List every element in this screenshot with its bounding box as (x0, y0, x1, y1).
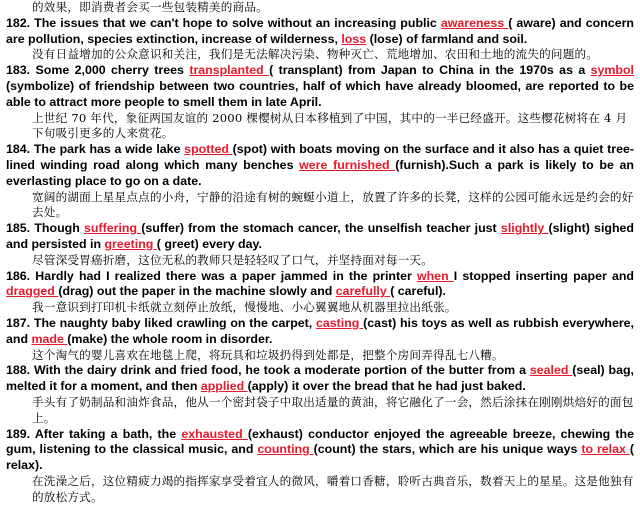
exercise-item (6, 63, 634, 142)
answer-fill: spotted (184, 142, 233, 157)
chinese-translation: 没有日益增加的公众意识和关注，我们是无法解决污染、物种灭亡、荒地增加、农田和土地的流失的问题的。 (32, 47, 599, 62)
sentence-text: (spot) with boats moving on the surface and it also has a quiet tree-lined winding road along which many benches (6, 142, 634, 172)
answer-fill: to relax (581, 442, 630, 457)
exercise-item (6, 16, 634, 63)
chinese-translation: 尽管深受胃癌折磨，这位无私的教师只是轻轻叹了口气，并坚持面对每一天。 (32, 252, 433, 267)
sentence-text: (lose) of farmland and soil. (366, 31, 528, 46)
sentence-text: (slight) sighed and persisted in (6, 221, 634, 251)
exercise-item (6, 363, 634, 426)
sentence-text: ( relax). (6, 442, 634, 473)
chinese-translation: 宽阔的湖面上星星点点的小舟，宁静的沿途有树的蜿蜒小道上，放置了许多的长凳，这样的公园可能永远是约会的好去处。 (32, 189, 634, 220)
english-sentence (6, 427, 634, 474)
sentence-text: (count) the stars, which are his unique ways (313, 442, 582, 457)
sentence-text: (make) the whole room in disorder. (67, 331, 273, 346)
item-number: 182. (6, 15, 31, 30)
chinese-translation: 在洗澡之后，这位精疲力竭的指挥家享受着宜人的微风，嚼着口香糖，聆听古典音乐，数着天上的星星。这是他独有的放松方式。 (32, 473, 634, 504)
item-number: 185. (6, 221, 31, 236)
item-number: 183. (6, 63, 31, 78)
exercise-list (6, 16, 634, 506)
sentence-text: (exhaust) conductor enjoyed the agreeable breeze, chewing the gum, listening to the classical music, and (6, 426, 635, 457)
answer-fill: loss (341, 31, 367, 46)
sentence-text: (apply) it over the bread that he had just baked. (247, 379, 526, 394)
sentence-text: With the dairy drink and fried food, he took a moderate portion of the butter from a (30, 363, 530, 378)
sentence-text: The park has a wide lake (30, 142, 185, 157)
answer-fill: were furnished (299, 157, 396, 172)
english-sentence (6, 363, 634, 395)
item-number: 189. (6, 426, 31, 441)
english-sentence (6, 63, 634, 110)
answer-fill: suffering (84, 221, 142, 236)
sentence-text: ( aware) and concern are pollution, species extinction, increase of wilderness, (6, 15, 634, 46)
sentence-text: Hardly had I realized there was a paper jammed in the printer (30, 268, 417, 283)
answer-fill: carefully (335, 284, 391, 299)
exercise-item (6, 427, 634, 506)
chinese-translation: 这个淘气的婴儿喜欢在地毯上爬，将玩具和垃圾扔得到处都是，把整个房间弄得乱七八糟。 (32, 347, 504, 362)
sentence-text: (symbolize) of friendship between two countries, half of which have already bloomed, are reported to be able to attract more people to smell them in late April. (6, 78, 634, 109)
sentence-text: ( transplant) from Japan to China in the 1970s as a (269, 63, 591, 78)
chinese-translation: 上世纪 70 年代，象征两国友谊的 2000 棵樱树从日本移植到了中国，其中的一半已经盛开。这些樱花树将在 4 月下旬吸引更多的人来赏花。 (32, 110, 628, 141)
answer-fill: symbol (590, 63, 635, 78)
answer-fill: exhausted (181, 426, 248, 441)
answer-fill: sealed (529, 363, 573, 378)
sentence-text: (seal) bag, melted it for a moment, and then (6, 363, 634, 394)
item-number: 188. (6, 363, 31, 378)
intro-translation: 的效果，即消费者会买一些包装精美的商品。 (32, 0, 268, 14)
sentence-text: The naughty baby liked crawling on the carpet, (30, 315, 316, 330)
english-sentence (6, 142, 634, 189)
answer-fill: counting (257, 442, 314, 457)
sentence-text: After taking a bath, the (30, 426, 182, 441)
sentence-text: Some 2,000 cherry trees (30, 63, 190, 78)
item-number: 184. (6, 142, 31, 157)
answer-fill: when (416, 268, 454, 283)
chinese-translation: 手头有了奶制品和油炸食品，他从一个密封袋子中取出适量的黄油，将它融化了一会，然后涂抹在刚刚烘焙好的面包上。 (32, 394, 634, 425)
sentence-text: ( greet) every day. (156, 236, 262, 251)
answer-fill: dragged (6, 284, 59, 299)
english-sentence (6, 269, 634, 301)
sentence-text: (cast) his toys as well as rubbish everywhere, and (6, 315, 634, 346)
english-sentence (6, 316, 634, 348)
chinese-translation: 我一意识到打印机卡纸就立刻停止放纸，慢慢地、小心翼翼地从机器里拉出纸张。 (32, 300, 457, 315)
exercise-item (6, 269, 634, 316)
answer-fill: casting (316, 315, 364, 330)
answer-fill: slightly (500, 221, 549, 236)
sentence-text: I stopped inserting paper and (453, 268, 634, 283)
item-number: 187. (6, 315, 31, 330)
sentence-text: (drag) out the paper in the machine slowly and (58, 284, 336, 299)
sentence-text: ( careful). (390, 284, 446, 299)
sentence-text: Though (30, 221, 85, 236)
answer-fill: transplanted (189, 63, 270, 78)
exercise-item (6, 221, 634, 268)
sentence-text: (suffer) from the stomach cancer, the unselfish teacher just (141, 221, 501, 236)
answer-fill: applied (200, 379, 248, 394)
answer-fill: made (31, 331, 68, 346)
exercise-item (6, 142, 634, 221)
answer-fill: greeting (104, 236, 157, 251)
sentence-text: The issues that we can't hope to solve without an increasing public (30, 15, 441, 30)
english-sentence (6, 16, 634, 48)
answer-fill: awareness (440, 15, 509, 30)
english-sentence (6, 221, 634, 253)
exercise-item (6, 316, 634, 363)
sentence-text: (furnish).Such a park is likely to be an everlasting place to go on a date. (6, 157, 635, 188)
item-number: 186. (6, 268, 31, 283)
